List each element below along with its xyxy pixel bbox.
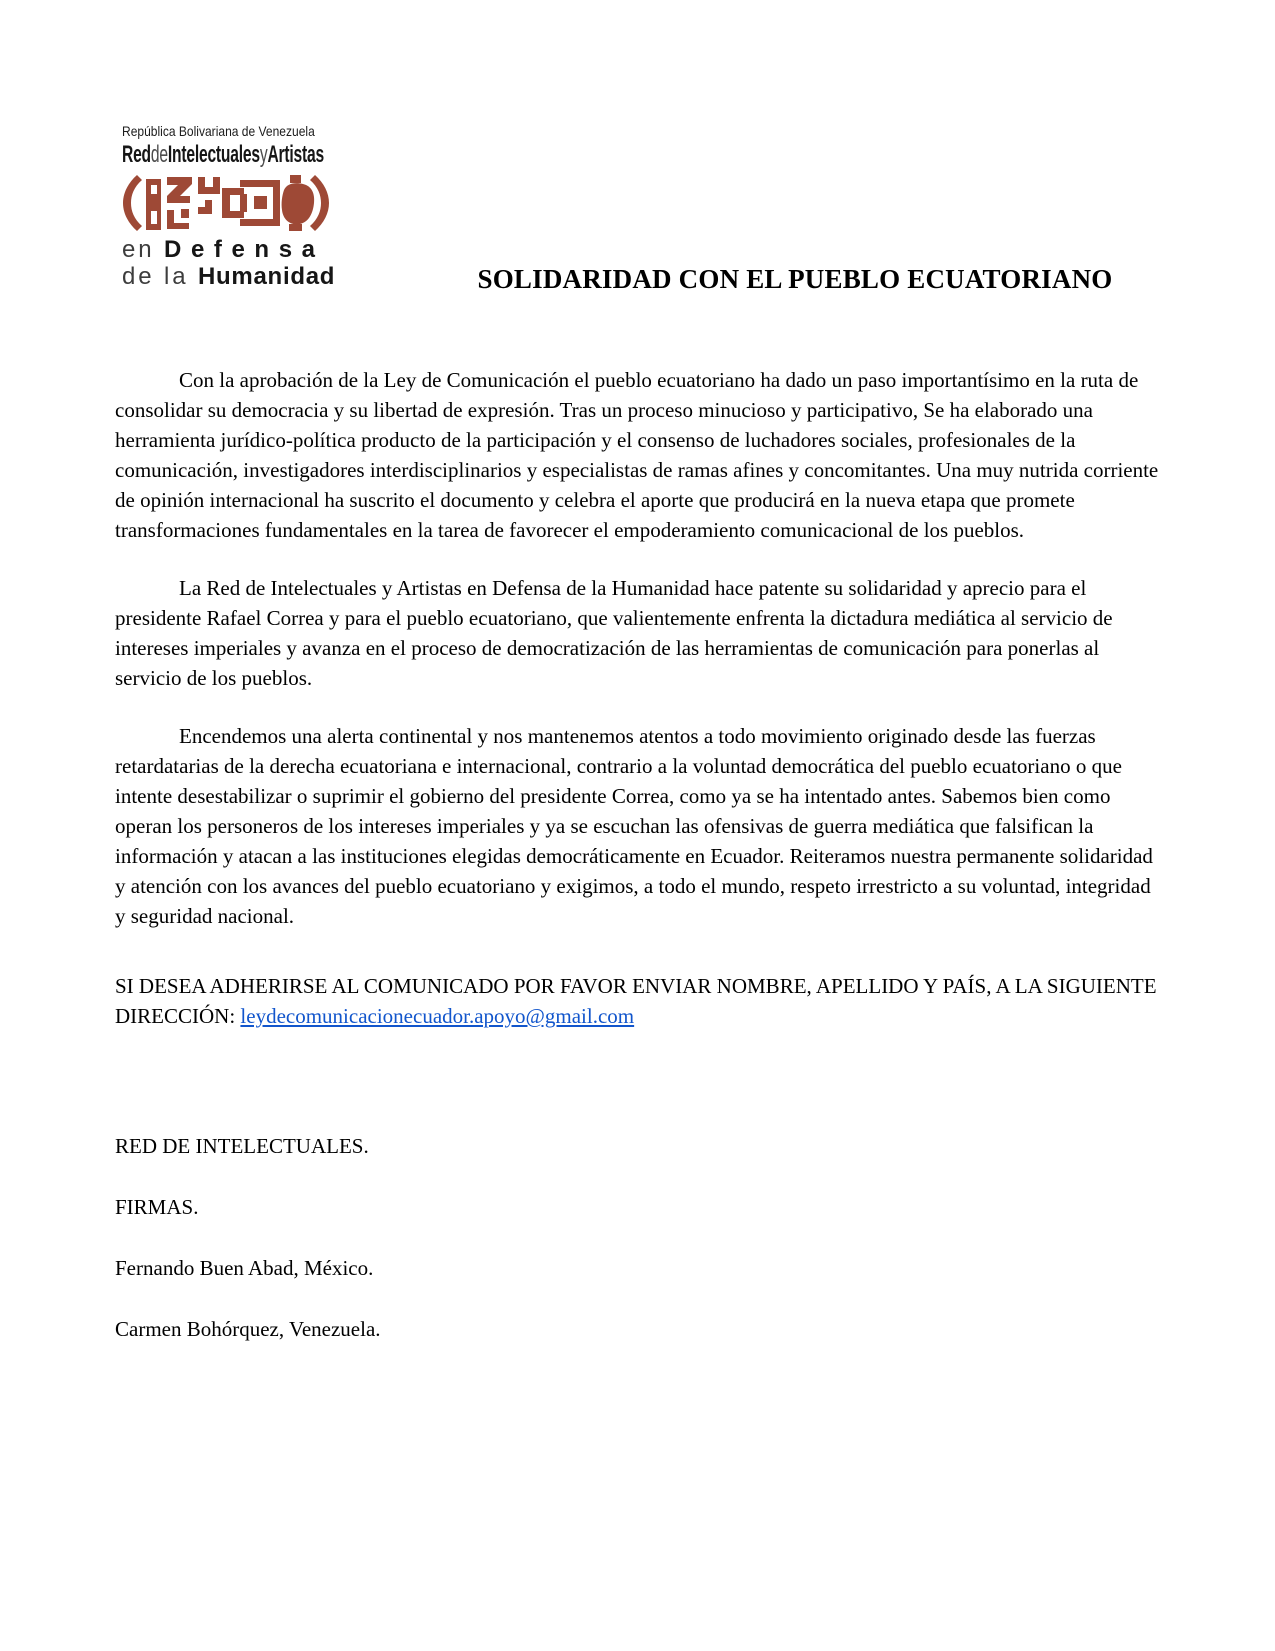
tagline-humanidad: Humanidad <box>198 263 336 290</box>
brand-red: Red <box>122 141 151 168</box>
email-link[interactable]: leydecomunicacionecuador.apoyo@gmail.com <box>240 1004 635 1028</box>
logo-brand-line <box>122 141 343 168</box>
logo-country-line: República Bolivariana de Venezuela <box>122 123 315 139</box>
tagline-de-la: de la <box>122 263 198 290</box>
document-title: SOLIDARIDAD CON EL PUEBLO ECUATORIANO <box>477 264 1113 294</box>
paragraph-2: La Red de Intelectuales y Artistas en Defensa de la Humanidad hace patente su solidaridad y aprecio para el presidente Rafael Correa y para el pueblo ecuatoriano, que valientemente enfrenta la dictadura mediática al servicio de intereses imperiales y avanza en el proceso de democratización de las herramientas de comunicación para ponerlas al servicio de los pueblos. <box>115 576 1113 690</box>
signature-line-red: RED DE INTELECTUALES. <box>115 1134 369 1158</box>
tagline-en: en <box>122 236 165 263</box>
signature-line-fernando: Fernando Buen Abad, México. <box>115 1256 374 1280</box>
brand-intelectuales: Intelectuales <box>167 141 260 168</box>
paragraph-3: Encendemos una alerta continental y nos mantenemos atentos a todo movimiento originado desde las fuerzas retardatarias de la derecha ecuatoriana e internacional, contrario a la voluntad democrática del pueblo ecuatoriano o que intente desestabilizar o suprimir el gobierno del presidente Correa, como ya se ha intentado antes. Sabemos bien como operan los personeros de los intereses imperiales y ya se escuchan las ofensivas de guerra mediática que falsifican la información y atacan a las instituciones elegidas democráticamente en Ecuador. Reiteramos nuestra permanente solidaridad y atención con los avances del pueblo ecuatoriano y exigimos, a todo el mundo, respeto irrestricto a su voluntad, integridad y seguridad nacional. <box>115 724 1153 928</box>
brand-y: y <box>259 141 268 168</box>
logo-tagline-humanidad <box>122 264 462 289</box>
letter-body <box>115 365 1160 1344</box>
brand-artistas: Artistas <box>267 141 324 168</box>
signature-line-carmen: Carmen Bohórquez, Venezuela. <box>115 1317 381 1341</box>
tagline-defensa: Defensa <box>164 236 325 263</box>
paragraph-1: Con la aprobación de la Ley de Comunicación el pueblo ecuatoriano ha dado un paso importantísimo en la ruta de consolidar su democracia y su libertad de expresión. Tras un proceso minucioso y participativo, Se ha elaborado una herramienta jurídico-política producto de la participación y el consenso de luchadores sociales, profesionales de la comunicación, investigadores interdisciplinarios y especialistas de ramas afines y concomitantes. Una muy nutrida corriente de opinión internacional ha suscrito el documento y celebra el aporte que producirá en la nueva etapa que promete transformaciones fundamentales en la tarea de favorecer el empoderamiento comunicacional de los pueblos. <box>115 368 1159 542</box>
cta-text: SI DESEA ADHERIRSE AL COMUNICADO POR FAVOR ENVIAR NOMBRE, APELLIDO Y PAÍS, A LA SIGUIENTE DIRECCIÓN: <box>115 974 1157 1028</box>
abstract-seal-icon <box>122 174 330 232</box>
letterhead <box>115 120 1160 294</box>
logo-tagline-defensa <box>122 237 462 262</box>
org-logo <box>122 122 462 289</box>
call-to-action <box>115 971 1160 1031</box>
signature-line-firmas: FIRMAS. <box>115 1195 199 1219</box>
brand-de: de <box>150 141 168 168</box>
